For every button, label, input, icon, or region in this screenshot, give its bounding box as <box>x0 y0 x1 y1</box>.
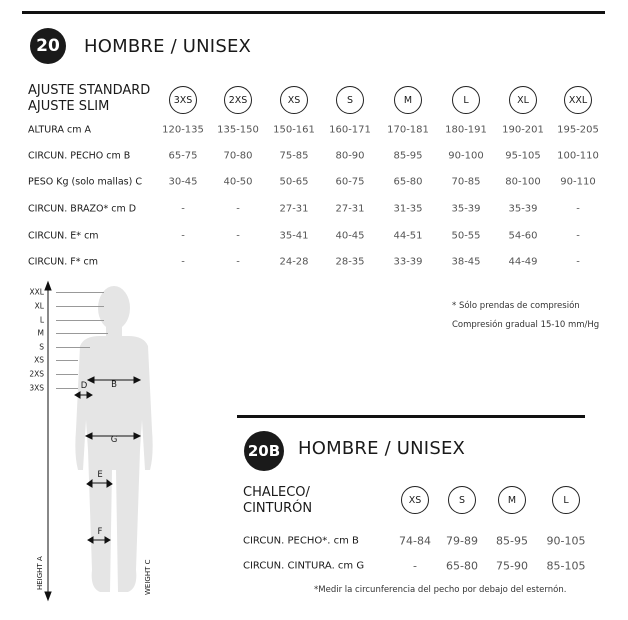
table-cell: 30-45 <box>168 176 198 188</box>
table-cell: 35-39 <box>451 203 481 215</box>
table-cell: 120-135 <box>162 124 204 136</box>
size-mark-xl: XL <box>34 301 44 311</box>
table-cell: 75-90 <box>496 559 528 573</box>
table-cell: - <box>236 230 240 242</box>
table-cell: - <box>576 256 580 268</box>
section-title: HOMBRE / UNISEX <box>84 36 252 57</box>
size-circle-s: S <box>448 486 476 514</box>
table-cell: 190-201 <box>502 124 544 136</box>
table-cell: 40-50 <box>223 176 253 188</box>
top-divider <box>22 11 605 14</box>
size-mark-s: S <box>39 342 44 352</box>
size-circle-m: M <box>498 486 526 514</box>
size-mark-line <box>56 374 78 375</box>
table-cell: 75-85 <box>279 150 309 162</box>
table-cell: 54-60 <box>508 230 538 242</box>
table-cell: 135-150 <box>217 124 259 136</box>
size-mark-line <box>56 292 104 293</box>
table-cell: - <box>181 256 185 268</box>
table-cell: 27-31 <box>279 203 309 215</box>
table-cell: 60-75 <box>335 176 365 188</box>
size-circle-l: L <box>552 486 580 514</box>
compression-note: * Sólo prendas de compresión <box>452 301 580 311</box>
size-mark-line <box>56 347 90 348</box>
size-mark-3xs: 3XS <box>29 383 44 393</box>
chaleco-header <box>243 485 312 517</box>
table-cell: - <box>236 256 240 268</box>
table-cell: 50-65 <box>279 176 309 188</box>
row-label: CIRCUN. PECHO cm B <box>28 150 131 162</box>
table-cell: 90-100 <box>448 150 484 162</box>
section-badge: 20 <box>30 28 66 64</box>
table-cell: - <box>413 559 417 573</box>
table-cell: 38-45 <box>451 256 481 268</box>
table-cell: - <box>181 203 185 215</box>
height-label: HEIGHT A <box>36 556 44 590</box>
table-cell: 90-105 <box>546 534 586 548</box>
table-cell: 31-35 <box>393 203 423 215</box>
label-g: G <box>110 435 118 445</box>
row-label: CIRCUN. PECHO*. cm B <box>243 535 359 547</box>
size-mark-l: L <box>39 315 44 325</box>
table-cell: 44-51 <box>393 230 423 242</box>
table-cell: 35-41 <box>279 230 309 242</box>
chaleco-header-line2: CINTURÓN <box>243 501 313 516</box>
table-cell: 65-75 <box>168 150 198 162</box>
size-mark-xxl: XXL <box>29 287 44 297</box>
table-cell: 44-49 <box>508 256 538 268</box>
weight-label: WEIGHT C <box>144 559 152 595</box>
table-cell: - <box>576 203 580 215</box>
size-circle-m: M <box>394 86 422 114</box>
table-cell: 160-171 <box>329 124 371 136</box>
table-cell: 27-31 <box>335 203 365 215</box>
table-cell: 33-39 <box>393 256 423 268</box>
compression-note-2: Compresión gradual 15-10 mm/Hg <box>452 320 600 330</box>
size-mark-2xs: 2XS <box>29 369 44 379</box>
fit-slim: AJUSTE SLIM <box>28 99 110 114</box>
table-cell: - <box>181 230 185 242</box>
table-cell: 100-110 <box>557 150 599 162</box>
row-label: ALTURA cm A <box>28 124 91 136</box>
table-cell: 85-95 <box>496 534 528 548</box>
table-cell: 74-84 <box>399 534 431 548</box>
table-cell: 80-90 <box>335 150 365 162</box>
size-circle-2xs: 2XS <box>224 86 252 114</box>
table-cell: 79-89 <box>446 534 478 548</box>
label-b: B <box>111 380 117 390</box>
label-e: E <box>97 470 103 480</box>
table-cell: 65-80 <box>446 559 478 573</box>
table-cell: 85-95 <box>393 150 423 162</box>
size-mark-m: M <box>37 328 44 338</box>
section2-divider <box>237 415 585 418</box>
table-cell: 70-85 <box>451 176 481 188</box>
label-f: F <box>97 527 103 537</box>
row-label: CIRCUN. F* cm <box>28 256 99 268</box>
section2-title: HOMBRE / UNISEX <box>298 438 466 459</box>
table-cell: 35-39 <box>508 203 538 215</box>
table-cell: 90-110 <box>560 176 596 188</box>
size-circle-xs: XS <box>280 86 308 114</box>
fit-labels <box>28 83 150 115</box>
size-mark-line <box>56 306 104 307</box>
table-cell: 28-35 <box>335 256 365 268</box>
size-circle-xl: XL <box>509 86 537 114</box>
size-mark-line <box>56 388 78 389</box>
size-circle-l: L <box>452 86 480 114</box>
row-label: PESO Kg (solo mallas) C <box>28 176 142 188</box>
size-mark-line <box>56 360 78 361</box>
row-label: CIRCUN. E* cm <box>28 230 99 242</box>
table-cell: 50-55 <box>451 230 481 242</box>
table-cell: - <box>236 203 240 215</box>
size-circle-xxl: XXL <box>564 86 592 114</box>
fit-standard: AJUSTE STANDARD <box>28 83 151 98</box>
table-cell: 80-100 <box>505 176 541 188</box>
label-d: D <box>80 381 88 391</box>
table-cell: 24-28 <box>279 256 309 268</box>
size-circle-xs: XS <box>401 486 429 514</box>
size-mark-line <box>56 333 108 334</box>
table-cell: 195-205 <box>557 124 599 136</box>
table-cell: 95-105 <box>505 150 541 162</box>
size-mark-xs: XS <box>34 355 44 365</box>
table-cell: 40-45 <box>335 230 365 242</box>
table-cell: - <box>576 230 580 242</box>
footnote: *Medir la circunferencia del pecho por debajo del esternón. <box>314 585 567 595</box>
row-label: CIRCUN. BRAZO* cm D <box>28 203 137 215</box>
size-mark-line <box>56 320 104 321</box>
table-cell: 150-161 <box>273 124 315 136</box>
table-cell: 170-181 <box>387 124 429 136</box>
row-label: CIRCUN. CINTURA. cm G <box>243 560 365 572</box>
chaleco-header-line1: CHALECO/ <box>243 485 310 500</box>
size-circle-s: S <box>336 86 364 114</box>
section2-badge: 20B <box>244 431 284 471</box>
table-cell: 70-80 <box>223 150 253 162</box>
size-circle-3xs: 3XS <box>169 86 197 114</box>
table-cell: 85-105 <box>546 559 586 573</box>
table-cell: 180-191 <box>445 124 487 136</box>
table-cell: 65-80 <box>393 176 423 188</box>
